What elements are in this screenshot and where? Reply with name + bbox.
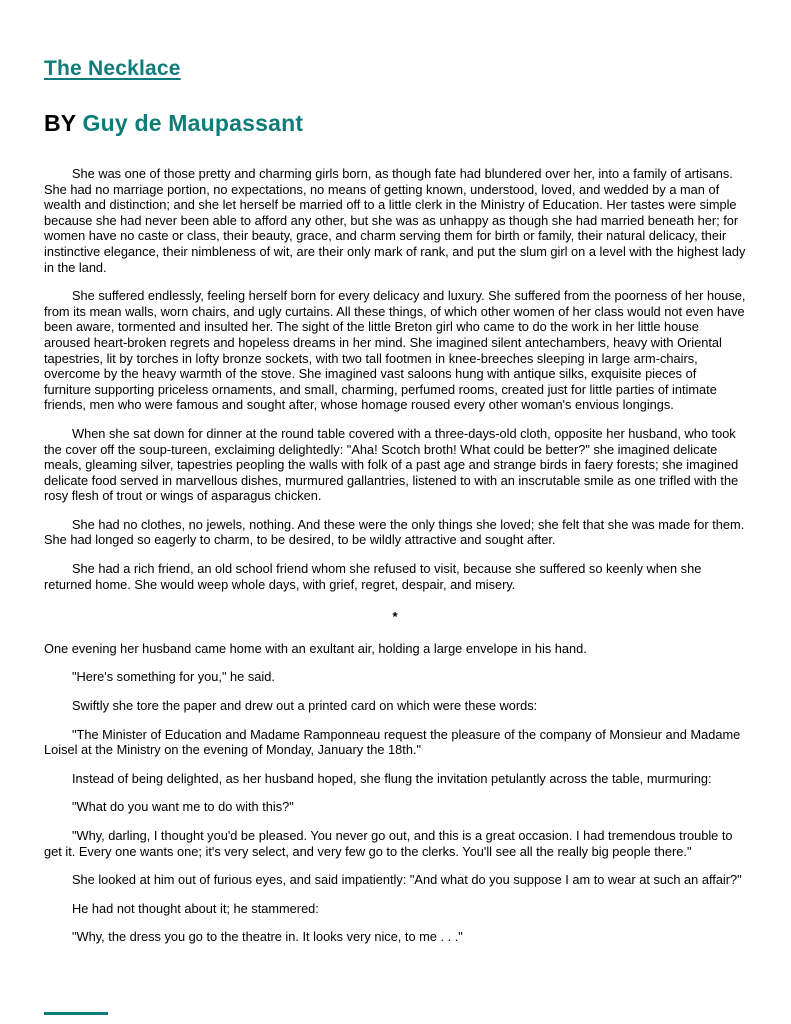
story-paragraph: When she sat down for dinner at the round table covered with a three-days-old cloth, opposite her husband, who took the cover off the soup-tureen, exclaiming delightedly: "Aha! Scotch broth! What could be better?" she imagined delicate meals, gleaming silver, tapestries peopling the walls with folk of a past age and strange birds in faery forests; she imagined delicate food served in marvellous dishes, murmured gallantries, listened to with an inscrutable smile as one trifled with the rosy flesh of trout or wings of asparagus chicken.: [44, 425, 739, 504]
story-paragraph: She was one of those pretty and charming girls born, as though fate had blundered over her, into a family of artisans. She had no marriage portion, no expectations, no means of getting known, understood, loved, and wedded by a man of wealth and distinction; and she let herself be married off to a little clerk in the Ministry of Education. Her tastes were simple because she had never been able to afford any other, but she was as unhappy as though she had married beneath her; for women have no caste or class, their beauty, grace, and charm serving them for birth or family, their natural delicacy, their instinctive elegance, their nimbleness of wit, are their only mark of rank, and put the slum girl on a level with the highest lady in the land.: [44, 166, 746, 275]
story-paragraph: Swiftly she tore the paper and drew out a printed card on which were these words:: [72, 698, 538, 714]
byline-prefix: BY: [44, 110, 76, 136]
story-paragraph: Instead of being delighted, as her husband hoped, she flung the invitation petulantly across the table, murmuring:: [72, 770, 712, 786]
story-body: [44, 166, 746, 945]
story-paragraph: "The Minister of Education and Madame Ramponneau request the pleasure of the company of Monsieur and Madame Loisel at the Ministry on the evening of Monday, January the 18th.": [44, 726, 741, 758]
story-paragraph: "Why, darling, I thought you'd be pleased. You never go out, and this is a great occasion. I had tremendous trouble to get it. Every one wants one; it's very select, and very few go to the clerks. You'll see all the really big people there.": [44, 828, 733, 859]
story-paragraph: She had a rich friend, an old school friend whom she refused to visit, because she suffered so keenly when she returned home. She would weep whole days, with grief, regret, despair, and misery.: [44, 561, 702, 592]
section-separator: *: [392, 609, 398, 625]
story-paragraph: One evening her husband came home with an exultant air, holding a large envelope in his hand.: [44, 640, 587, 656]
story-paragraph: She had no clothes, no jewels, nothing. And these were the only things she loved; she felt that she was made for them. She had longed so eagerly to charm, to be desired, to be wildly attractive and sought after.: [44, 516, 745, 548]
story-paragraph: She suffered endlessly, feeling herself born for every delicacy and luxury. She suffered from the poorness of her house, from its mean walls, worn chairs, and ugly curtains. All these things, of which other women of her class would not even have been aware, tormented and insulted her. The sight of the little Breton girl who came to do the work in her little house aroused heart-broken regrets and hopeless dreams in her mind. She imagined silent antechambers, heavy with Oriental tapestries, lit by torches in lofty bronze sockets, with two tall footmen in knee-breeches sleeping in large arm-chairs, overcome by the heavy warmth of the stove. She imagined vast saloons hung with antique silks, exquisite pieces of furniture supporting priceless ornaments, and small, charming, perfumed rooms, created just for little parties of intimate friends, men who were famous and sought after, whose homage roused every other woman's envious longings.: [44, 288, 746, 413]
story-paragraph: "Why, the dress you go to the theatre in. It looks very nice, to me . . .": [72, 929, 463, 945]
story-paragraph: He had not thought about it; he stammered:: [72, 900, 319, 916]
story-title-link[interactable]: The Necklace: [44, 57, 181, 80]
page-title: [44, 46, 746, 83]
story-paragraph: "What do you want me to do with this?": [72, 799, 294, 815]
bottom-cutoff-link-underline[interactable]: [44, 1012, 108, 1015]
story-paragraph: She looked at him out of furious eyes, and said impatiently: "And what do you suppose I am to wear at such an affair?": [72, 872, 742, 888]
byline: [44, 110, 746, 137]
author-name: Guy de Maupassant: [82, 110, 304, 136]
story-paragraph: "Here's something for you," he said.: [72, 669, 275, 685]
